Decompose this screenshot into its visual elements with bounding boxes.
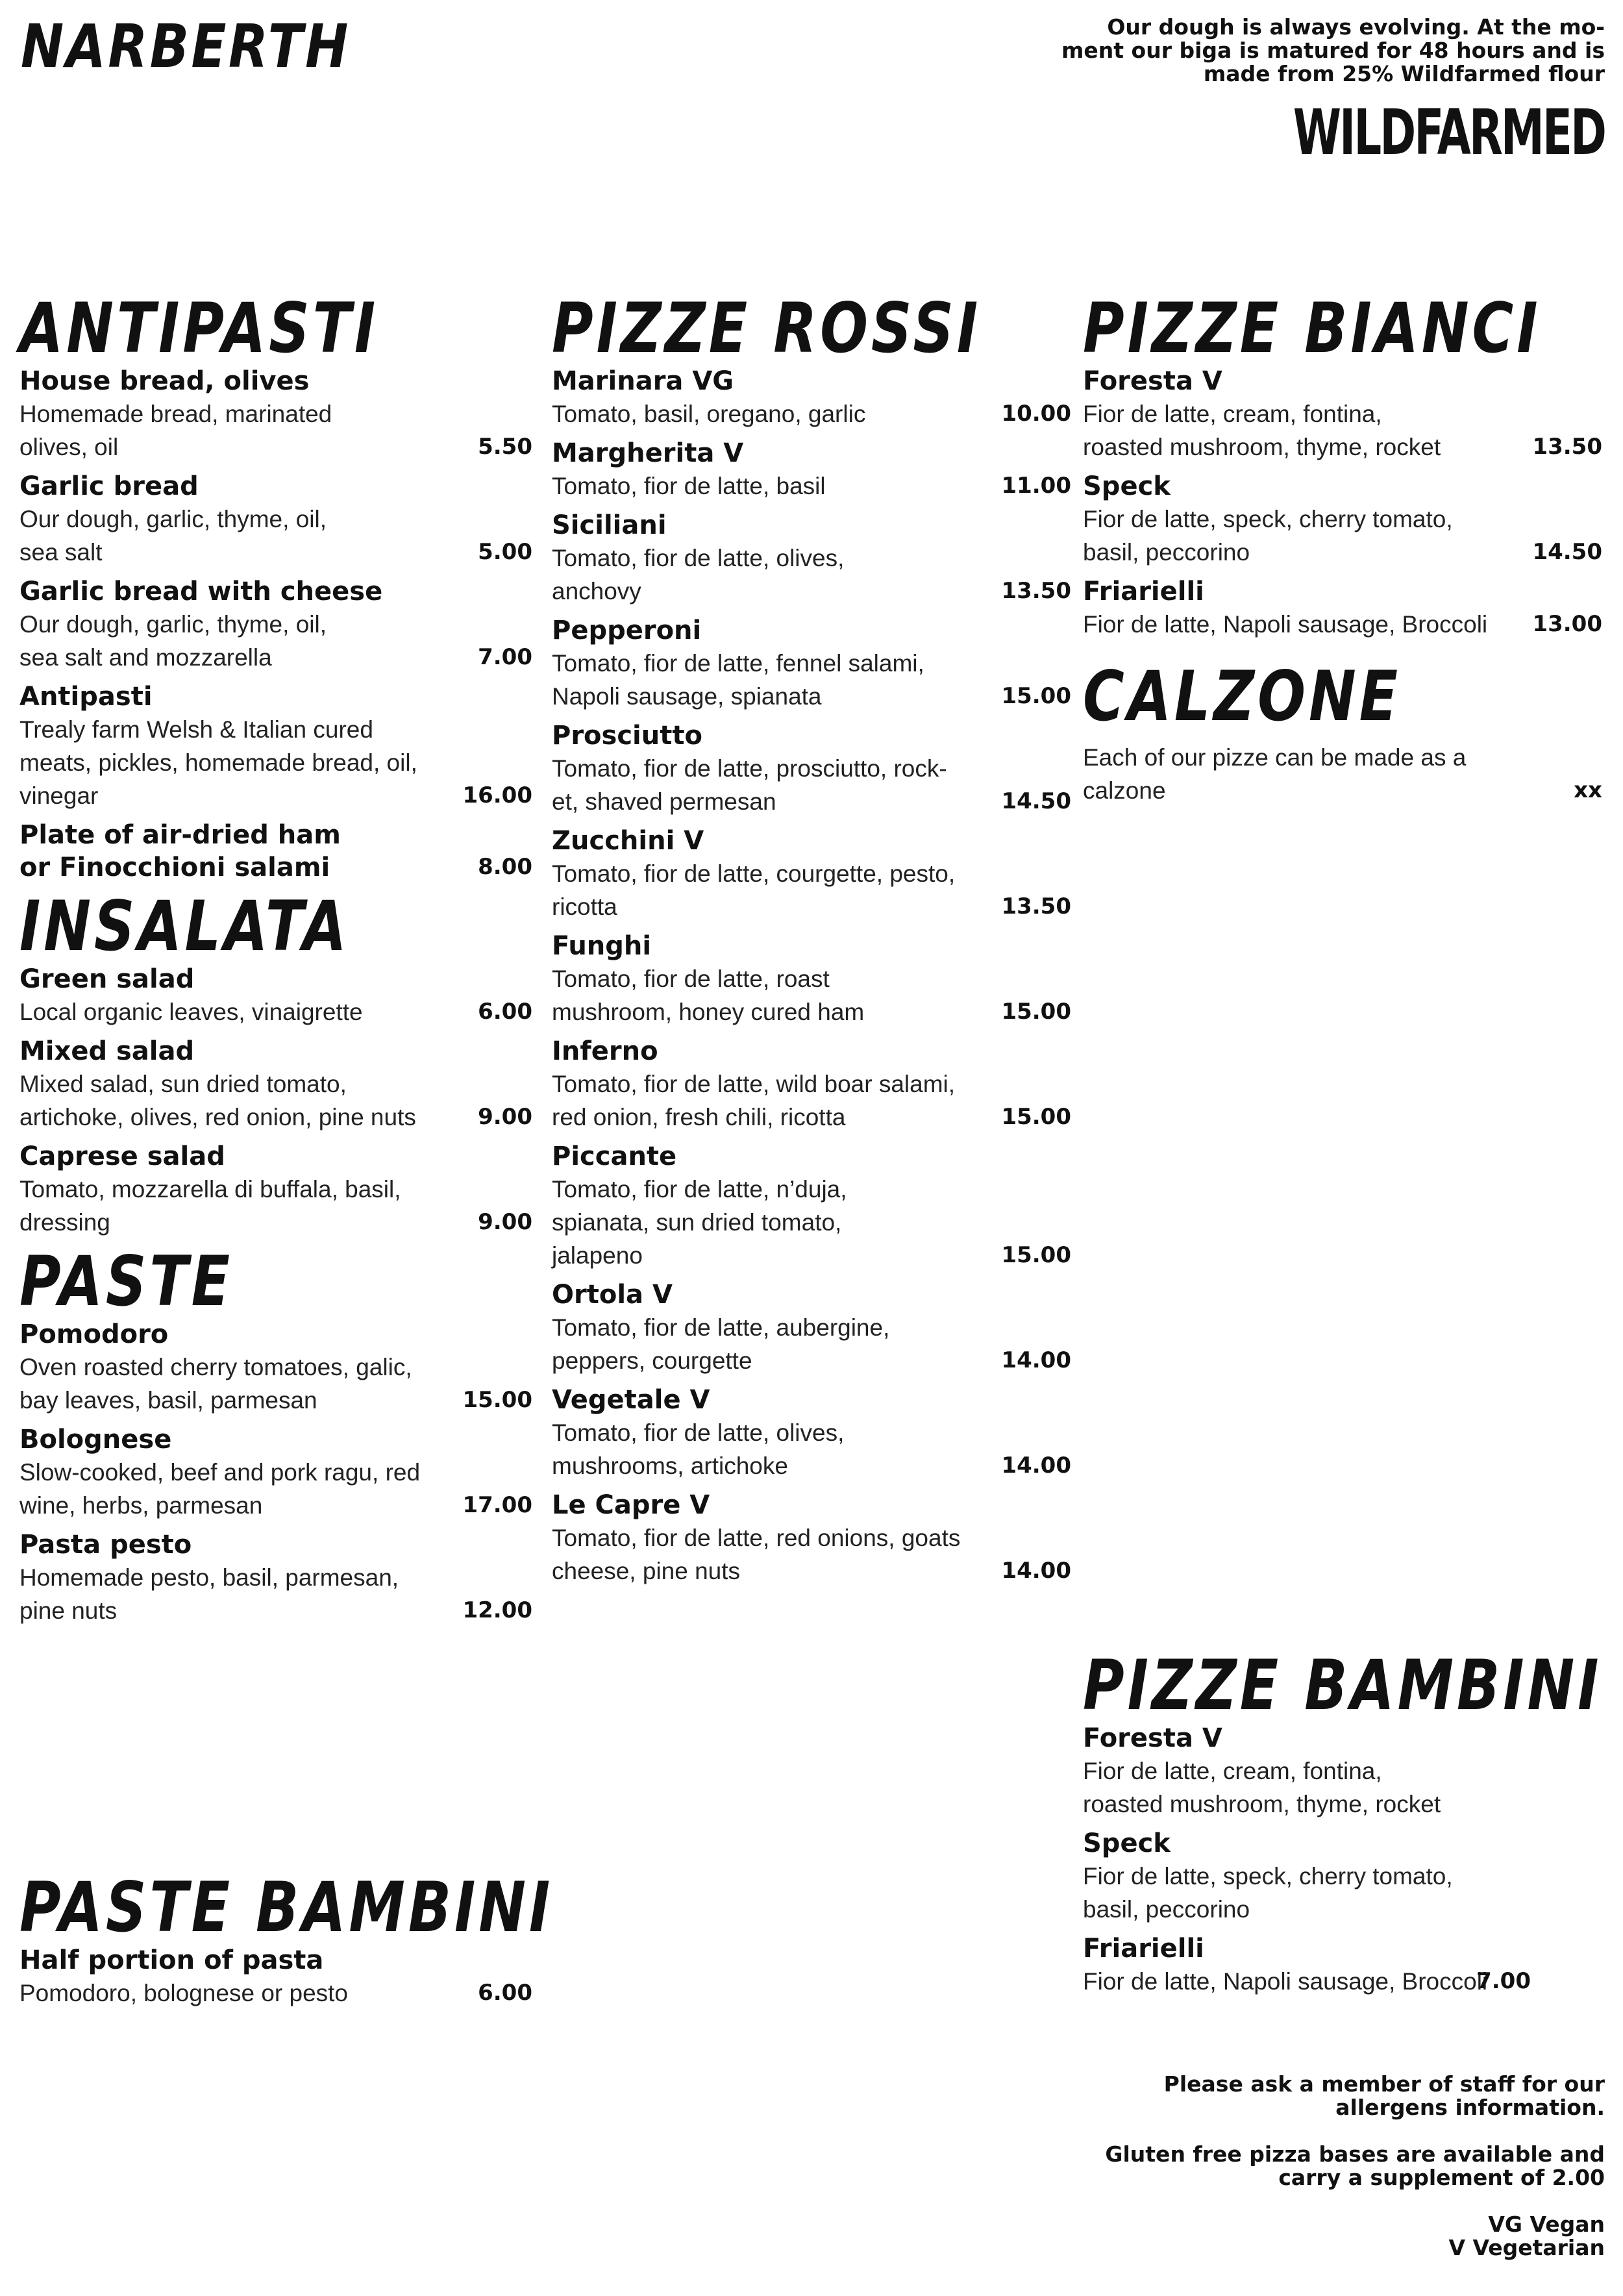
item-description-line: Fior de latte, speck, cherry tomato, bbox=[1083, 1863, 1453, 1890]
dough-note-line: Our dough is always evolving. At the mo- bbox=[1107, 14, 1605, 40]
item-description bbox=[1083, 1754, 1602, 1821]
menu-item bbox=[19, 819, 532, 884]
item-description bbox=[1083, 741, 1602, 807]
menu-item bbox=[552, 614, 1071, 713]
allergens-note bbox=[956, 2073, 1605, 2119]
item-price: 9.00 bbox=[478, 1104, 532, 1130]
item-price: 12.00 bbox=[462, 1597, 532, 1623]
item-price: 15.00 bbox=[1001, 683, 1071, 709]
item-description-line: Fior de latte, speck, cherry tomato, bbox=[1083, 506, 1453, 532]
item-description-line: Fior de latte, cream, fontina, bbox=[1083, 401, 1382, 427]
item-description-line: Tomato, fior de latte, basil bbox=[552, 473, 826, 499]
item-price: 5.50 bbox=[478, 434, 532, 460]
item-price: 14.00 bbox=[1001, 1453, 1071, 1479]
gluten-free-line: Gluten free pizza bases are available and bbox=[1105, 2141, 1605, 2167]
menu-item bbox=[19, 1423, 532, 1522]
item-name: Marinara VG bbox=[552, 366, 734, 396]
item-name: Vegetale V bbox=[552, 1385, 710, 1415]
item-description-line: Trealy farm Welsh & Italian cured bbox=[19, 716, 373, 743]
item-description bbox=[1083, 397, 1602, 464]
item-description bbox=[1083, 608, 1602, 641]
column-left bbox=[19, 288, 532, 1634]
item-description-line: Tomato, fior de latte, prosciutto, rock- bbox=[552, 755, 947, 782]
section-pizze-bianci bbox=[1083, 288, 1602, 641]
menu-item bbox=[1083, 1932, 1602, 1998]
item-description-line: Oven roasted cherry tomatoes, galic, bbox=[19, 1354, 412, 1380]
item-description-line: meats, pickles, homemade bread, oil, bbox=[19, 749, 417, 776]
item-name: Friarielli bbox=[1083, 1934, 1204, 1964]
item-description-line: vinegar bbox=[19, 782, 99, 809]
item-description bbox=[552, 542, 1071, 608]
item-price: 13.50 bbox=[1001, 893, 1071, 919]
item-name: Caprese salad bbox=[19, 1142, 225, 1171]
item-price: 7.00 bbox=[478, 644, 532, 670]
item-description bbox=[552, 1521, 1071, 1588]
item-description bbox=[552, 469, 1071, 503]
item-description bbox=[19, 608, 532, 674]
menu-item bbox=[552, 1140, 1071, 1272]
item-description bbox=[19, 713, 532, 812]
item-name: or Finocchioni salami bbox=[19, 853, 330, 882]
item-name: Plate of air-dried ham bbox=[19, 820, 341, 850]
item-description-line: Tomato, fior de latte, aubergine, bbox=[552, 1314, 890, 1341]
section-paste-bambini bbox=[19, 1867, 554, 2016]
menu-item bbox=[1083, 470, 1602, 569]
item-price: 9.00 bbox=[478, 1209, 532, 1235]
menu-item bbox=[19, 1318, 532, 1417]
section-title: CALZONE bbox=[1083, 656, 1401, 736]
item-description-line: bay leaves, basil, parmesan bbox=[19, 1387, 317, 1414]
item-name: Inferno bbox=[552, 1036, 658, 1066]
item-name: Ortola V bbox=[552, 1280, 673, 1310]
item-description bbox=[552, 647, 1071, 713]
item-description bbox=[19, 1561, 532, 1627]
section-title: ANTIPASTI bbox=[19, 288, 379, 368]
item-description-line: Mixed salad, sun dried tomato, bbox=[19, 1071, 347, 1097]
item-description-line: et, shaved permesan bbox=[552, 788, 776, 815]
dough-note bbox=[1021, 16, 1605, 86]
legend-vegan: VG Vegan bbox=[1488, 2212, 1605, 2237]
item-description-line: Fior de latte, Napoli sausage, Broccoli bbox=[1083, 1968, 1488, 1995]
item-description-line: Pomodoro, bolognese or pesto bbox=[19, 1980, 349, 2006]
menu-item bbox=[552, 930, 1071, 1029]
item-description-line: cheese, pine nuts bbox=[552, 1558, 741, 1584]
item-description-line: Fior de latte, Napoli sausage, Broccoli bbox=[1083, 611, 1488, 638]
item-description bbox=[552, 752, 1071, 818]
wildfarmed-logo: WILDFARMED bbox=[1293, 96, 1605, 169]
section-title: PASTE bbox=[19, 1242, 233, 1321]
item-description-line: wine, herbs, parmesan bbox=[19, 1492, 263, 1519]
item-description-line: Tomato, fior de latte, n’duja, bbox=[552, 1176, 847, 1203]
item-description-line: Slow-cooked, beef and pork ragu, red bbox=[19, 1459, 421, 1486]
menu-item bbox=[19, 365, 532, 464]
item-description-line: Tomato, fior de latte, red onions, goats bbox=[552, 1525, 961, 1551]
gluten-free-line: carry a supplement of 2.00 bbox=[1278, 2165, 1605, 2190]
item-description bbox=[552, 962, 1071, 1029]
section-antipasti bbox=[19, 288, 532, 884]
item-description-line: roasted mushroom, thyme, rocket bbox=[1083, 434, 1441, 460]
item-description bbox=[19, 503, 532, 569]
menu-item bbox=[19, 575, 532, 674]
legend-vegetarian: V Vegetarian bbox=[1448, 2235, 1605, 2260]
item-description-line: olives, oil bbox=[19, 434, 119, 460]
item-description-line: spianata, sun dried tomato, bbox=[552, 1209, 842, 1236]
item-description bbox=[1083, 503, 1602, 569]
item-price: 15.00 bbox=[462, 1387, 532, 1413]
item-description-line: artichoke, olives, red onion, pine nuts bbox=[19, 1104, 416, 1130]
item-name: Garlic bread with cheese bbox=[19, 577, 383, 606]
item-name: Green salad bbox=[19, 964, 195, 994]
location-title: NARBERTH bbox=[21, 12, 351, 81]
item-name: Foresta V bbox=[1083, 1723, 1222, 1753]
menu-item bbox=[552, 1384, 1071, 1482]
menu-item bbox=[19, 963, 532, 1029]
item-name: Garlic bread bbox=[19, 471, 199, 501]
section-title: PIZZE BAMBINI bbox=[1083, 1645, 1602, 1725]
item-price: 16.00 bbox=[462, 782, 532, 808]
item-description bbox=[19, 995, 532, 1029]
section-pizze-bambini bbox=[1083, 1645, 1602, 2004]
footer-notes bbox=[956, 2073, 1605, 2260]
item-price: 8.00 bbox=[478, 854, 532, 880]
menu-item bbox=[552, 1489, 1071, 1588]
item-name: Antipasti bbox=[19, 682, 153, 712]
menu-item bbox=[19, 1944, 532, 2010]
menu-item bbox=[552, 365, 1071, 430]
dough-note-line: ment our biga is matured for 48 hours and is bbox=[1061, 38, 1605, 63]
section-title: PIZZE BIANCI bbox=[1083, 288, 1541, 368]
item-description-line: Tomato, fior de latte, olives, bbox=[552, 545, 845, 571]
menu-item bbox=[552, 437, 1071, 503]
menu-item bbox=[1083, 741, 1602, 807]
item-name: Pepperoni bbox=[552, 616, 702, 645]
column-right bbox=[1083, 288, 1602, 814]
menu-item bbox=[19, 470, 532, 569]
item-description-line: basil, peccorino bbox=[1083, 1896, 1250, 1923]
allergens-line: allergens information. bbox=[1335, 2095, 1605, 2120]
menu-item bbox=[552, 509, 1071, 608]
item-description-line: Each of our pizze can be made as a bbox=[1083, 744, 1467, 771]
item-description-line: mushroom, honey cured ham bbox=[552, 999, 865, 1025]
item-name: Speck bbox=[1083, 471, 1171, 501]
item-description-line: Our dough, garlic, thyme, oil, bbox=[19, 506, 327, 532]
item-description-line: Tomato, fior de latte, courgette, pesto, bbox=[552, 860, 956, 887]
section-pizze-rossi bbox=[552, 288, 1071, 1588]
item-price: 14.50 bbox=[1532, 539, 1602, 565]
item-description bbox=[19, 1173, 532, 1239]
item-name: Half portion of pasta bbox=[19, 1945, 324, 1975]
menu-item bbox=[1083, 1827, 1602, 1926]
item-price: 10.00 bbox=[1001, 401, 1071, 427]
item-name: Mixed salad bbox=[19, 1036, 195, 1066]
section-title: INSALATA bbox=[19, 886, 350, 966]
item-name: Friarielli bbox=[1083, 577, 1204, 606]
item-name: Funghi bbox=[552, 931, 652, 961]
item-price: 5.00 bbox=[478, 539, 532, 565]
item-description bbox=[19, 1977, 532, 2010]
section-calzone bbox=[1083, 656, 1602, 807]
menu-item bbox=[552, 825, 1071, 923]
item-description-line: Tomato, basil, oregano, garlic bbox=[552, 401, 866, 427]
item-price: 17.00 bbox=[462, 1492, 532, 1518]
item-description-line: Our dough, garlic, thyme, oil, bbox=[19, 611, 327, 638]
item-name: Le Capre V bbox=[552, 1490, 710, 1520]
item-description-line: jalapeno bbox=[552, 1242, 643, 1269]
item-price: 6.00 bbox=[478, 1980, 532, 2006]
item-description-line: calzone bbox=[1083, 777, 1166, 804]
section-paste bbox=[19, 1242, 532, 1627]
menu-item bbox=[552, 1279, 1071, 1377]
item-description-line: Napoli sausage, spianata bbox=[552, 683, 822, 710]
item-description bbox=[19, 1067, 532, 1134]
item-description bbox=[552, 1067, 1071, 1134]
item-description-line: Tomato, fior de latte, olives, bbox=[552, 1419, 845, 1446]
item-description bbox=[552, 1416, 1071, 1482]
item-description-line: sea salt and mozzarella bbox=[19, 644, 272, 671]
item-price: 14.00 bbox=[1001, 1558, 1071, 1584]
item-name: Pomodoro bbox=[19, 1319, 169, 1349]
menu-item bbox=[1083, 575, 1602, 641]
item-description-line: Homemade bread, marinated bbox=[19, 401, 332, 427]
item-name: Prosciutto bbox=[552, 721, 702, 751]
item-price: xx bbox=[1574, 777, 1602, 803]
menu-item bbox=[19, 1529, 532, 1627]
item-price: 15.00 bbox=[1001, 999, 1071, 1025]
item-description-line: pine nuts bbox=[19, 1597, 118, 1624]
item-description-line: anchovy bbox=[552, 578, 641, 605]
item-price: 13.50 bbox=[1532, 434, 1602, 460]
item-name: Margherita V bbox=[552, 438, 744, 468]
item-description bbox=[19, 397, 532, 464]
item-name: Foresta V bbox=[1083, 366, 1222, 396]
item-name: Pasta pesto bbox=[19, 1530, 192, 1560]
section-title: PASTE BAMBINI bbox=[19, 1867, 554, 1947]
item-description-line: peppers, courgette bbox=[552, 1347, 752, 1374]
item-description bbox=[552, 397, 1071, 430]
item-description-line: dressing bbox=[19, 1209, 110, 1236]
item-price: 15.00 bbox=[1001, 1242, 1071, 1268]
gluten-free-note bbox=[956, 2143, 1605, 2190]
item-description-line: basil, peccorino bbox=[1083, 539, 1250, 566]
item-description-line: Fior de latte, cream, fontina, bbox=[1083, 1758, 1382, 1784]
menu-item bbox=[19, 1035, 532, 1134]
item-description-line: Tomato, fior de latte, wild boar salami, bbox=[552, 1071, 956, 1097]
item-description-line: red onion, fresh chili, ricotta bbox=[552, 1104, 846, 1130]
item-price: 7.00 bbox=[1476, 1968, 1531, 1994]
column-middle bbox=[552, 288, 1071, 1594]
menu-item bbox=[1083, 365, 1602, 464]
item-price: 11.00 bbox=[1001, 473, 1071, 499]
item-description bbox=[552, 1311, 1071, 1377]
item-price: 13.00 bbox=[1532, 611, 1602, 637]
allergens-line: Please ask a member of staff for our bbox=[1163, 2071, 1605, 2097]
item-description-line: Tomato, mozzarella di buffala, basil, bbox=[19, 1176, 401, 1203]
item-description-line: roasted mushroom, thyme, rocket bbox=[1083, 1791, 1441, 1817]
menu-item bbox=[19, 1140, 532, 1239]
item-description bbox=[19, 1456, 532, 1522]
item-name: Piccante bbox=[552, 1142, 677, 1171]
item-description bbox=[552, 1173, 1071, 1272]
menu-item bbox=[19, 680, 532, 812]
item-description bbox=[1083, 1860, 1602, 1926]
item-price: 15.00 bbox=[1001, 1104, 1071, 1130]
section-title: PIZZE ROSSI bbox=[552, 288, 982, 368]
section-insalata bbox=[19, 886, 532, 1239]
item-price: 13.50 bbox=[1001, 578, 1071, 604]
item-price: 14.00 bbox=[1001, 1347, 1071, 1373]
item-name: Siciliani bbox=[552, 510, 667, 540]
item-description-line: Local organic leaves, vinaigrette bbox=[19, 999, 363, 1025]
menu-item bbox=[552, 719, 1071, 818]
item-description-line: Tomato, fior de latte, fennel salami, bbox=[552, 650, 924, 677]
item-description-line: Homemade pesto, basil, parmesan, bbox=[19, 1564, 399, 1591]
item-name: House bread, olives bbox=[19, 366, 310, 396]
item-name: Zucchini V bbox=[552, 826, 704, 856]
item-description bbox=[552, 857, 1071, 923]
item-description-line: sea salt bbox=[19, 539, 103, 566]
item-name: Bolognese bbox=[19, 1425, 172, 1454]
menu-item bbox=[1083, 1722, 1602, 1821]
item-description-line: ricotta bbox=[552, 893, 617, 920]
item-name: Speck bbox=[1083, 1828, 1171, 1858]
dough-note-line: made from 25% Wildfarmed flour bbox=[1203, 61, 1605, 86]
dietary-legend bbox=[956, 2213, 1605, 2260]
menu-item bbox=[552, 1035, 1071, 1134]
item-price: 14.50 bbox=[1001, 788, 1071, 814]
item-description-line: Tomato, fior de latte, roast bbox=[552, 966, 830, 992]
item-description bbox=[19, 1351, 532, 1417]
item-price: 6.00 bbox=[478, 999, 532, 1025]
item-description-line: mushrooms, artichoke bbox=[552, 1453, 788, 1479]
